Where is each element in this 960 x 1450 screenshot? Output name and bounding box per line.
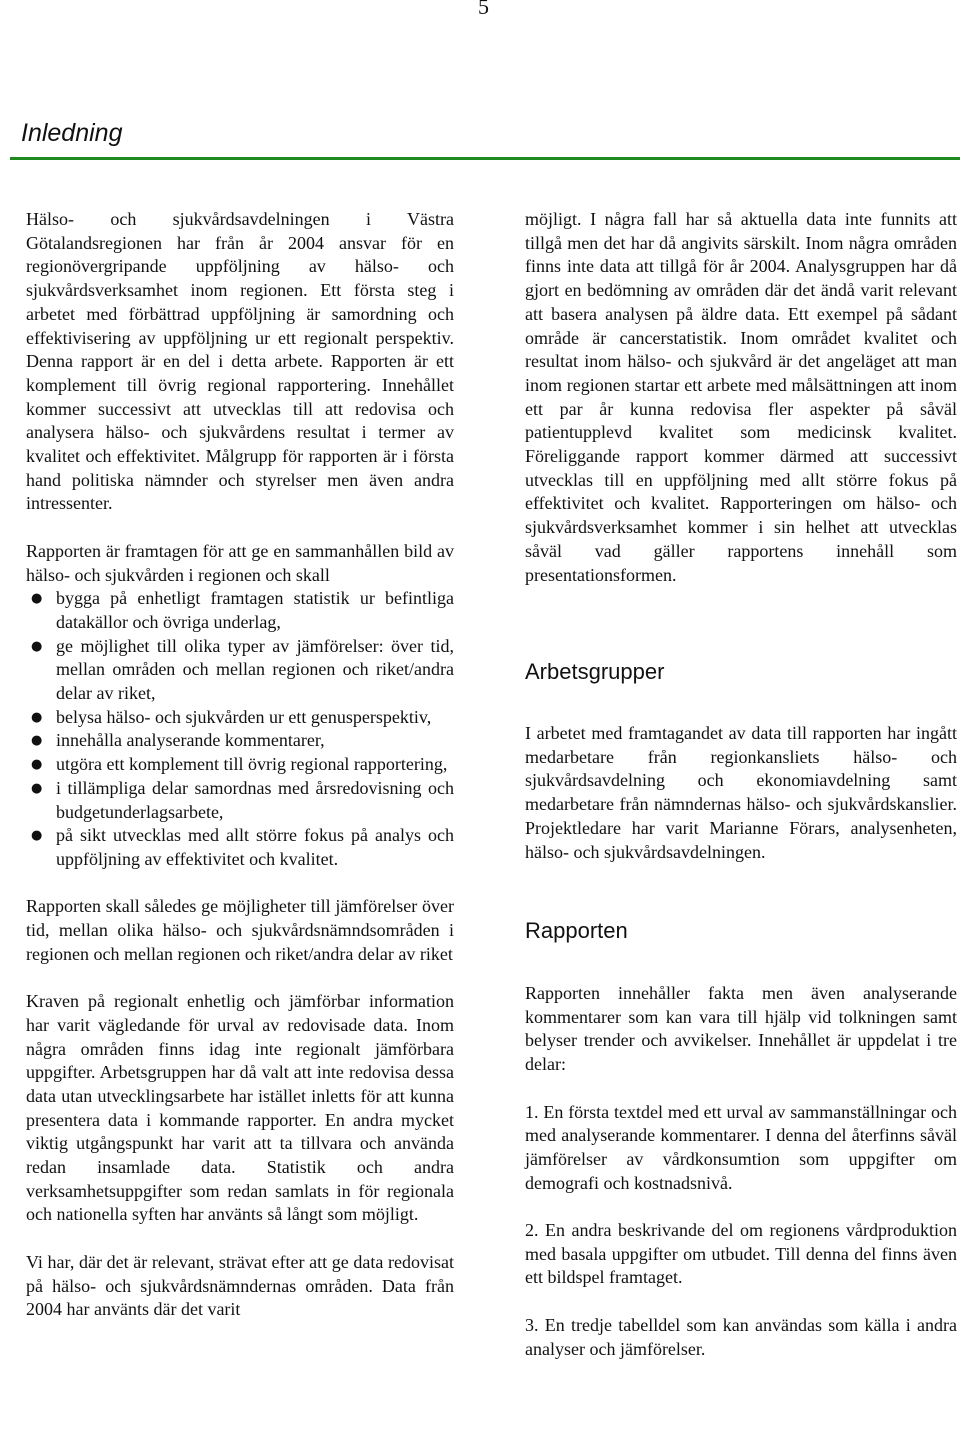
list-item: ● i tillämpliga delar samordnas med årsredovisning och budgetunderlagsarbete, (31, 777, 454, 822)
part-three-paragraph: 3. En tredje tabelldel som kan användas som källa i andra analyser och jämförelser. (525, 1314, 957, 1359)
data-paragraph: Vi har, där det är relevant, strävat efter att ge data redovisat på hälso- och sjukvårdsnämndernas områden. Data från 2004 har använts där det varit (26, 1251, 454, 1320)
bullet-icon: ● (31, 757, 43, 773)
bullet-icon: ● (31, 733, 43, 749)
list-item: ● innehålla analyserande kommentarer, (26, 729, 454, 753)
left-column (26, 208, 454, 1322)
rapporten-paragraph: Rapporten innehåller fakta men även analyserande kommentarer som kan vara till hjälp vid tolkningen samt belyser trender och avvikelser. Innehållet är uppdelat i tre delar: (525, 983, 957, 1075)
list-item: ● belysa hälso- och sjukvården ur ett genusperspektiv, (26, 706, 454, 730)
list-item: ● utgöra ett komplement till övrig regional rapportering, (26, 753, 454, 777)
comparison-paragraph: Rapporten skall således ge möjligheter till jämförelser över tid, mellan olika hälso- och sjukvårdsnämndsområden i regionen och mellan regionen och riket/andra delar av riket (26, 896, 454, 964)
list-item: ● på sikt utvecklas med allt större fokus på analys och uppföljning av effektivitet och kvalitet. (31, 825, 454, 869)
bullet-icon: ● (31, 828, 43, 844)
right-column (525, 208, 957, 587)
purpose-paragraph: Rapporten är framtagen för att ge en sammanhållen bild av hälso- och sjukvården i regionen och skall (26, 540, 454, 585)
title-divider (10, 157, 960, 160)
page-number: 5 (478, 0, 489, 19)
list-item: ● bygga på enhetligt framtagen statistik ur befintliga datakällor och övriga underlag, (31, 588, 454, 632)
goals-list (26, 587, 454, 871)
section-title: Inledning (21, 119, 123, 147)
heading-rapporten: Rapporten (525, 918, 628, 943)
part-two-paragraph: 2. En andra beskrivande del om regionens vårdproduktion med basala uppgifter om utbudet. Till denna del finns även ett bildspel framtaget. (525, 1220, 957, 1288)
arbetsgrupper-paragraph: I arbetet med framtagandet av data till rapporten har ingått medarbetare från regionkansliets hälso- och sjukvårdsavdelning och ekonomiavdelning samt medarbetare från nämndernas hälso- och sjukvårdskanslier. Projektledare har varit Marianne Förars, analysenheten, hälso- och sjukvårdsavdelningen. (525, 723, 957, 862)
arbetsgrupper-section (525, 722, 957, 864)
part-one-paragraph: 1. En första textdel med ett urval av sammanställningar och med analyserande kommentarer. I denna del återfinns såväl jämförelser av vårdkonsumtion som uppgifter om demografi och kostnadsnivå. (525, 1101, 957, 1193)
bullet-icon: ● (31, 780, 43, 796)
requirements-paragraph: Kraven på regionalt enhetlig och jämförbar information har varit vägledande för urval av redovisade data. Inom några områden finns idag inte regionalt jämförbara uppgifter. Arbetsgruppen har då valt att inte redovisa dessa data utan utvecklingsarbete har istället inletts för att kunna presentera data i kommande rapporter. En andra mycket viktig utgångspunkt har varit att ta tillvara och använda redan insamlade data. Statistik och andra verksamhetsuppgifter som redan samlats in för regionala och nationella syften har använts så långt som möjligt. (26, 991, 454, 1225)
bullet-icon: ● (31, 709, 43, 725)
list-item: ● ge möjlighet till olika typer av jämförelser: över tid, mellan områden och mellan regionen och riket/andra delar av riket, (31, 635, 454, 704)
intro-paragraph: Hälso- och sjukvårdsavdelningen i Västra Götalandsregionen har från år 2004 ansvar för en regionövergripande uppföljning av hälso- och sjukvårdsverksamhet inom regionen. Ett första steg i arbetet med förbättrad uppföljning är samordning och effektivisering av uppföljning ur ett regionalt perspektiv. Denna rapport är en del i detta arbete. Rapporten är ett komplement till övrig regional rapportering. Innehållet kommer successivt att utvecklas till att redovisa och analysera hälso- och sjukvårdens resultat i termer av kvalitet och effektivitet. Målgrupp för rapporten är i första hand politiska nämnder och styrelser men även andra intressenter. (26, 209, 454, 514)
heading-arbetsgrupper: Arbetsgrupper (525, 659, 665, 684)
bullet-icon: ● (31, 638, 43, 654)
continuation-paragraph: möjligt. I några fall har så aktuella data inte funnits att tillgå men det har då angivits särskilt. Inom några områden finns inte data att tillgå för år 2004. Analysgruppen har då gjort en bedömning av områden där det ändå varit relevant att basera analysen på äldre data. Ett exempel på sådant område är cancerstatistik. Inom området kvalitet och resultat inom hälso- och sjukvård är det angeläget att man inom regionen startar ett arbete med målsättningen att inom ett par år kunna redovisa fler aspekter på såväl patientupplevd kvalitet som medicinsk kvalitet. Föreliggande rapport kommer därmed att successivt utvecklas till en uppföljning med allt större fokus på effektivitet och kvalitet. Rapporteringen om hälso- och sjukvårdsverksamhet kommer i sin helhet att utvecklas såväl vad gäller rapportens innehåll som presentationsformen. (525, 209, 957, 585)
bullet-icon: ● (31, 591, 43, 607)
rapporten-section (525, 982, 957, 1361)
